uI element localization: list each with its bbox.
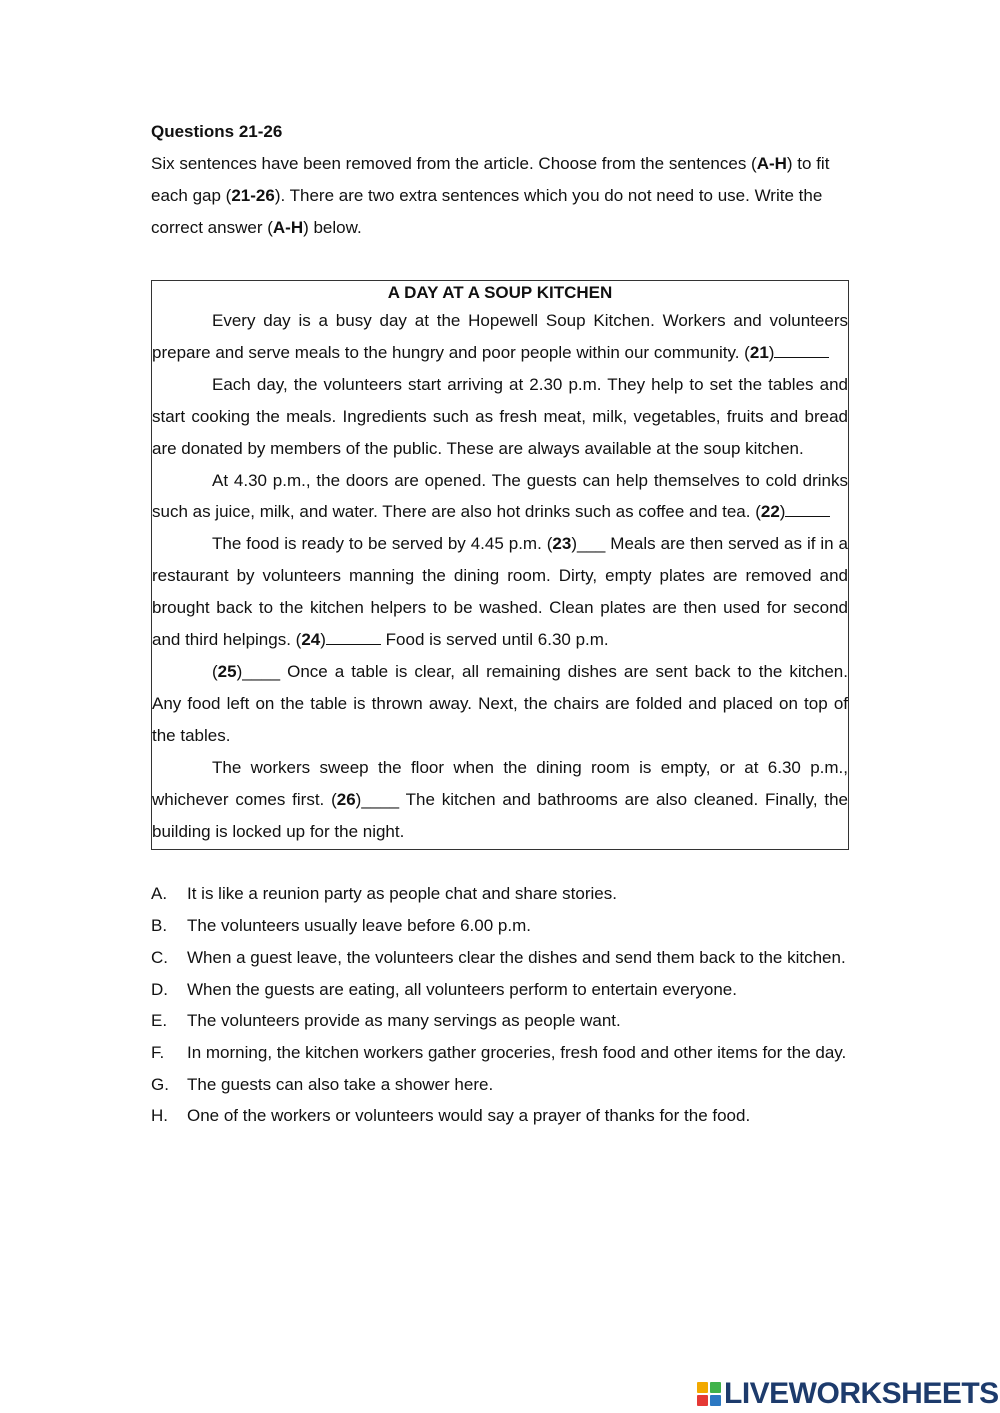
questions-heading: Questions 21-26 [151, 122, 283, 141]
worksheet [151, 116, 849, 1132]
liveworksheets-logo [697, 1378, 999, 1410]
article-paragraph: (25)____ Once a table is clear, all remaining dishes are sent back to the kitchen. Any food left on the table is thrown away. Next, the chairs are folded and placed on top of the tables. [152, 661, 848, 745]
option-item [151, 878, 849, 910]
option-letter: C. [151, 947, 168, 967]
answer-options [151, 878, 849, 1132]
option-item [151, 1037, 849, 1069]
bold-text: 22 [760, 502, 780, 522]
bold-text: 24 [301, 630, 321, 650]
option-text: It is like a reunion party as people chat and share stories. [187, 884, 617, 904]
instructions: Six sentences have been removed from the article. Choose from the sentences (A-H) to fit each gap (21-26). There are two extra sentences which you do not need to use. Write the correct answer (A-H) below. [151, 154, 830, 237]
option-item [151, 910, 849, 942]
article-title: A DAY AT A SOUP KITCHEN [387, 283, 613, 302]
logo-mark-icon [697, 1382, 721, 1406]
option-letter: D. [151, 979, 168, 999]
logo-square [697, 1395, 708, 1406]
logo-text: LIVEWORKSHEETS [724, 1377, 999, 1410]
option-text: The volunteers provide as many servings as people want. [187, 1011, 621, 1031]
article-paragraph: The workers sweep the floor when the dining room is empty, or at 6.30 p.m., whichever comes first. (26)____ The kitchen and bathrooms are also cleaned. Finally, the building is locked up for the night. [152, 757, 848, 841]
article-paragraph: The food is ready to be served by 4.45 p.m. (23)___ Meals are then served as if in a restaurant by volunteers manning the dining room. Dirty, empty plates are removed and brought back to the kitchen helpers to be washed. Clean plates are then used for second and third helpings. (24) Food is served until 6.30 p.m. [152, 534, 848, 650]
bold-text: 26 [336, 789, 356, 809]
option-item [151, 1005, 849, 1037]
bold-text: 23 [552, 534, 572, 554]
answer-gap-line [774, 342, 829, 358]
option-item [151, 942, 849, 974]
option-letter: A. [151, 884, 168, 904]
article-paragraph: At 4.30 p.m., the doors are opened. The guests can help themselves to cold drinks such as juice, milk, and water. There are also hot drinks such as coffee and tea. (22) [152, 470, 848, 522]
option-item [151, 974, 849, 1006]
article-body [152, 305, 848, 847]
bold-text: 21 [749, 342, 769, 362]
option-text: One of the workers or volunteers would say a prayer of thanks for the food. [187, 1106, 751, 1126]
article-box [151, 280, 849, 850]
option-letter: G. [151, 1074, 169, 1094]
option-letter: E. [151, 1011, 168, 1031]
option-item [151, 1100, 849, 1132]
option-letter: H. [151, 1106, 168, 1126]
option-letter: B. [151, 916, 168, 936]
option-item [151, 1069, 849, 1101]
bold-text: 25 [217, 661, 237, 681]
option-letter: F. [151, 1042, 165, 1062]
answer-gap-line [326, 629, 381, 645]
option-text: In morning, the kitchen workers gather groceries, fresh food and other items for the day. [187, 1042, 847, 1062]
bold-text: A-H [756, 154, 787, 173]
logo-square [697, 1382, 708, 1393]
logo-square [710, 1382, 721, 1393]
bold-text: 21-26 [231, 186, 275, 205]
article-paragraph: Each day, the volunteers start arriving at 2.30 p.m. They help to set the tables and start cooking the meals. Ingredients such as fresh meat, milk, vegetables, fruits and bread are donated by members of the public. These are always available at the soup kitchen. [152, 374, 848, 458]
bold-text: A-H [272, 218, 304, 237]
option-text: The guests can also take a shower here. [187, 1074, 494, 1094]
answer-gap-line [785, 501, 830, 517]
option-text: When the guests are eating, all volunteers perform to entertain everyone. [187, 979, 737, 999]
logo-square [710, 1395, 721, 1406]
article-paragraph: Every day is a busy day at the Hopewell Soup Kitchen. Workers and volunteers prepare and serve meals to the hungry and poor people within our community. (21) [152, 311, 848, 362]
option-text: The volunteers usually leave before 6.00 p.m. [187, 916, 531, 936]
option-text: When a guest leave, the volunteers clear the dishes and send them back to the kitchen. [187, 947, 846, 967]
